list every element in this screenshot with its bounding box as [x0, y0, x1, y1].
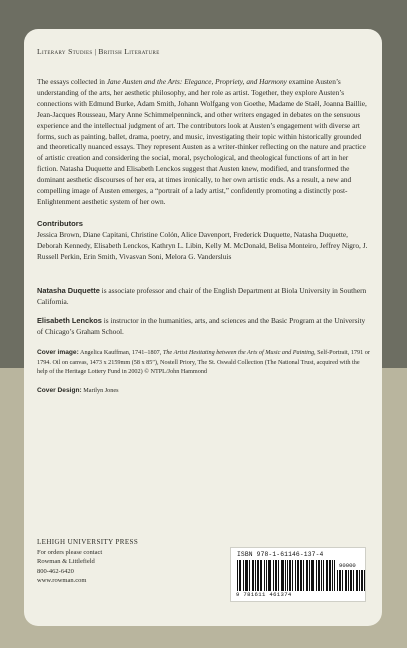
- barcode-bar: [247, 560, 248, 591]
- editor-bio-text-duquette: is associate professor and chair of the English Department at Biola University in Southern California.: [37, 285, 367, 306]
- cover-image-label: Cover image:: [37, 349, 79, 357]
- barcode-addon-bars: [337, 570, 365, 591]
- barcode-bar: [303, 560, 304, 591]
- barcode-bar: [261, 560, 262, 591]
- barcode-bar: [273, 560, 274, 591]
- barcode-bar: [245, 560, 246, 591]
- barcode-bar: [353, 570, 354, 591]
- barcode-bar: [276, 560, 277, 591]
- barcode-bar: [323, 560, 324, 591]
- barcode-bar: [281, 560, 282, 591]
- barcode-bar: [300, 560, 301, 591]
- description-lead: The essays collected in: [37, 77, 107, 86]
- barcode-bar: [326, 560, 327, 591]
- barcode-bars: [237, 560, 335, 591]
- barcode-bar: [357, 570, 358, 591]
- barcode-bar: [290, 560, 291, 591]
- barcode-bar: [332, 560, 333, 591]
- editor-name-lenckos: Elisabeth Lenckos: [37, 316, 102, 326]
- barcode-bar: [301, 560, 302, 591]
- barcode-bar: [319, 560, 320, 591]
- barcode-bar: [270, 560, 271, 591]
- editor-name-duquette: Natasha Duquette: [37, 285, 100, 295]
- series-separator: |: [94, 47, 97, 56]
- barcode-bar: [269, 560, 270, 591]
- barcode-bar: [282, 560, 283, 591]
- barcode-bar: [361, 570, 362, 591]
- barcode-bar: [312, 560, 313, 591]
- editor-bio-duquette: [37, 286, 370, 308]
- barcode-bar: [240, 560, 241, 591]
- barcode-bar: [237, 560, 238, 591]
- barcode-bar: [258, 560, 259, 591]
- barcode-bar: [297, 560, 298, 591]
- publisher-line-distributor: Rowman & Littlefield: [37, 558, 95, 566]
- book-description: [37, 77, 370, 208]
- cover-image-title: The Artist Hesitating between the Arts of Music and Painting,: [162, 349, 316, 357]
- barcode-bar: [287, 560, 288, 591]
- barcode-bar: [239, 560, 240, 591]
- cover-design-label: Cover Design:: [37, 387, 82, 394]
- publisher-line-website: www.rowman.com: [37, 577, 87, 585]
- barcode-bar: [348, 570, 349, 591]
- barcode-bar: [330, 560, 331, 591]
- publisher-name: LEHIGH UNIVERSITY PRESS: [37, 538, 139, 546]
- barcode-bar: [255, 560, 256, 591]
- barcode-bar: [278, 560, 279, 591]
- barcode-bar: [289, 560, 290, 591]
- barcode-bar: [316, 560, 317, 591]
- isbn-number: ISBN 978-1-61146-137-4: [237, 551, 324, 558]
- series-literary-studies: Literary Studies: [37, 47, 93, 56]
- barcode-bar: [356, 570, 357, 591]
- barcode-bar: [364, 570, 365, 591]
- publisher-block: [37, 538, 217, 586]
- barcode-bar: [327, 560, 328, 591]
- barcode-bar: [292, 560, 293, 591]
- editor-bio-lenckos: [37, 316, 370, 338]
- contributors-heading: Contributors: [37, 218, 83, 228]
- barcode-bar: [257, 560, 258, 591]
- barcode-bar: [268, 560, 269, 591]
- barcode-bar: [264, 560, 265, 591]
- barcode-bar: [295, 560, 296, 591]
- publisher-line-orders: For orders please contact: [37, 548, 103, 556]
- barcode-bar: [346, 570, 347, 591]
- barcode-bar: [307, 560, 308, 591]
- series-british-literature: British Literature: [98, 47, 160, 56]
- cover-image-artist: Angelica Kauffman, 1741–1807,: [78, 349, 163, 357]
- cover-image-details: Self-Portrait, 1791 or 1794. Oil on canvas, 1473 x 2159mm (58 x 85″), Nostell Priory, The St. Oswald Collection (The National Trust, acquired with the help of the Heritage Lottery Fund in 2002) © NTPL/John Hammond: [37, 349, 370, 376]
- barcode-bar: [362, 570, 363, 591]
- barcode-bar: [283, 560, 284, 591]
- barcode-bar: [329, 560, 330, 591]
- book-title: Jane Austen and the Arts: Elegance, Propriety, and Harmony: [106, 77, 287, 86]
- description-body: examine Austen’s understanding of the arts, her aesthetic philosophy, and her role as artist. Together, they explore Austen’s connections with Edmund Burke, Adam Smith, Johann Wolfgang von Goethe, Madame de Staël, Joanna Baillie, Jean-Jacques Rousseau, Mary Anne Schimmelpenninck, and other writers engaged in debates on the sensuous experience and the intellectual judgment of art. The contributors look at Austen’s engagement with diverse art forms, such as painting, ballet, drama, poetry, and music, investigating their topic within historically grounded and theoretically nuanced essays. They represent Austen as a writer-thinker reflecting on the nature and practice of artistic creation and considering the social, moral, psychological, and theological functions of art in her fiction. Natasha Duquette and Elisabeth Lenckos suggest that Austen knew, modified, and transformed the dominant aesthetic discourses of her era, at times ironically, to her own artistic ends. As a result, a new and compelling image of Austen emerges, a “portrait of a lady artist,” confidently promoting a distinctly post-Enlightenment aesthetic system of her own.: [37, 77, 367, 206]
- barcode-bar: [246, 560, 247, 591]
- cover-design-credit: [37, 386, 370, 395]
- barcode-bar: [313, 560, 314, 591]
- barcode-bar: [351, 570, 352, 591]
- barcode-bar: [306, 560, 307, 591]
- barcode-bar: [285, 560, 286, 591]
- barcode-bar: [309, 560, 310, 591]
- barcode-bar: [350, 570, 351, 591]
- barcode-bar: [337, 570, 338, 591]
- barcode-bar: [298, 560, 299, 591]
- cover-designer-name: Marilyn Jones: [81, 387, 119, 394]
- barcode-bar: [260, 560, 261, 591]
- series-line: [37, 47, 370, 57]
- barcode-bar: [345, 570, 346, 591]
- barcode-bar: [266, 560, 267, 591]
- barcode-bar: [243, 560, 244, 591]
- barcode-bar: [311, 560, 312, 591]
- back-cover-panel: [24, 29, 382, 626]
- cover-image-credit: [37, 348, 370, 377]
- barcode-bar: [249, 560, 250, 591]
- barcode-bar: [253, 560, 254, 591]
- barcode-bar: [340, 570, 341, 591]
- barcode-bar: [342, 570, 343, 591]
- publisher-line-phone: 800-462-6420: [37, 567, 74, 575]
- barcode-bar: [252, 560, 253, 591]
- barcode-bar: [318, 560, 319, 591]
- barcode-bar: [339, 570, 340, 591]
- barcode-bar: [321, 560, 322, 591]
- barcode-bar: [334, 560, 335, 591]
- barcode-bar: [359, 570, 360, 591]
- isbn-barcode: [230, 547, 366, 602]
- contributors-list: Jessica Brown, Diane Capitani, Christine Colón, Alice Davenport, Frederick Duquette, Natasha Duquette, Deborah Kennedy, Elisabeth Lenckos, Kathryn L. Libin, Kelly M. McDonald, Belisa Monteiro, Jeffrey Nigro, J. Russell Perkin, Erin Smith, Vivasvan Soni, Melora G. Vandersluis: [37, 229, 368, 261]
- editor-bio-text-lenckos: is instructor in the humanities, arts, and sciences and the Basic Program at the University of Chicago’s Graham School.: [37, 316, 366, 337]
- contributors-section: [37, 218, 370, 263]
- price-code: 90000: [339, 562, 356, 569]
- barcode-bar: [275, 560, 276, 591]
- barcode-digits: 9 781611 461374: [236, 591, 292, 598]
